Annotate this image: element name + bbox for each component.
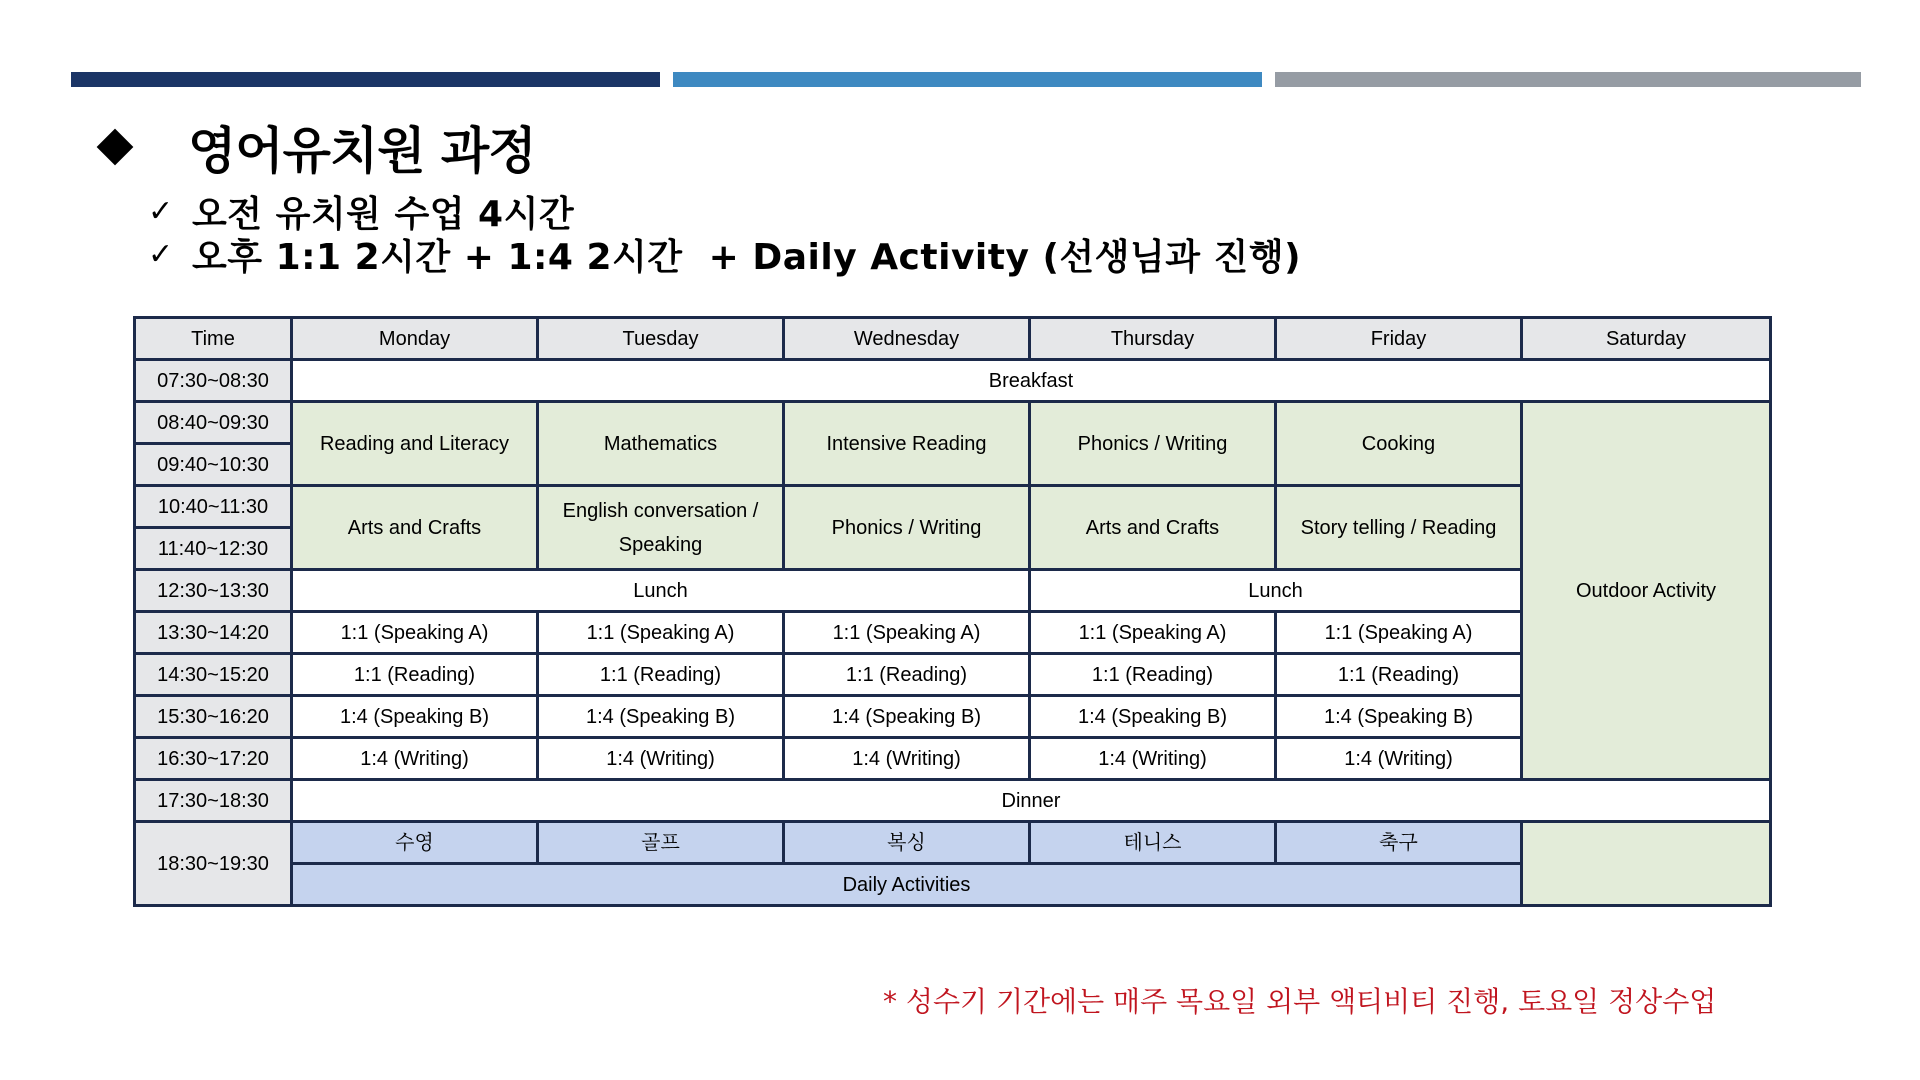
lesson-cell: 1:1 (Reading) [1276,654,1522,696]
subtitle-2: 오후 1:1 2시간 + 1:4 2시간 + Daily Activity (선생님과 진행) [192,236,1302,278]
header-cell-thursday: Thursday [1030,318,1276,360]
lesson-cell: 1:4 (Speaking B) [1030,696,1276,738]
time-cell: 16:30~17:20 [135,738,292,780]
lesson-cell: 1:1 (Speaking A) [784,612,1030,654]
time-cell: 15:30~16:20 [135,696,292,738]
subtitle-1: 오전 유치원 수업 4시간 [192,193,575,235]
sport-cell: 골프 [538,822,784,864]
subtitle-row-2 [148,231,1301,277]
class-cell: Story telling / Reading [1276,486,1522,570]
lunch-cell: Lunch [292,570,1030,612]
header-cell-friday: Friday [1276,318,1522,360]
lesson-cell: 1:4 (Speaking B) [1276,696,1522,738]
time-cell: 11:40~12:30 [135,528,292,570]
header-cell-wednesday: Wednesday [784,318,1030,360]
class-cell: Phonics / Writing [784,486,1030,570]
dinner-cell: Dinner [292,780,1771,822]
class-cell: Arts and Crafts [1030,486,1276,570]
time-cell: 18:30~19:30 [135,822,292,906]
footnote: * 성수기 기간에는 매주 목요일 외부 액티비티 진행, 토요일 정상수업 [883,985,1717,1018]
class-cell: Arts and Crafts [292,486,538,570]
lesson-cell: 1:1 (Speaking A) [1030,612,1276,654]
top-bar-dark-blue [71,72,660,87]
saturday-outdoor-activity-cell: Outdoor Activity [1522,402,1771,780]
sport-cell: 축구 [1276,822,1522,864]
check-icon: ✓ [148,236,174,272]
lesson-cell: 1:1 (Reading) [784,654,1030,696]
time-cell: 10:40~11:30 [135,486,292,528]
table-row [135,360,1771,402]
breakfast-cell: Breakfast [292,360,1771,402]
lesson-cell: 1:4 (Writing) [538,738,784,780]
table-row [135,822,1771,864]
lesson-cell: 1:1 (Reading) [1030,654,1276,696]
page-title: 영어유치원 과정 [188,122,536,180]
check-icon: ✓ [148,193,174,229]
daily-activities-cell: Daily Activities [292,864,1522,906]
lesson-cell: 1:1 (Speaking A) [292,612,538,654]
class-cell: Cooking [1276,402,1522,486]
time-cell: 12:30~13:30 [135,570,292,612]
header-cell-time: Time [135,318,292,360]
schedule-table [133,316,1772,907]
class-cell: English conversation / Speaking [538,486,784,570]
top-bar-light-blue [673,72,1262,87]
lesson-cell: 1:1 (Reading) [538,654,784,696]
class-cell: Intensive Reading [784,402,1030,486]
time-cell: 08:40~09:30 [135,402,292,444]
lesson-cell: 1:4 (Writing) [1276,738,1522,780]
time-cell: 09:40~10:30 [135,444,292,486]
top-bar-gray [1275,72,1861,87]
lesson-cell: 1:4 (Writing) [292,738,538,780]
subtitle-row-1 [148,188,574,234]
saturday-evening-cell [1522,822,1771,906]
time-cell: 14:30~15:20 [135,654,292,696]
lesson-cell: 1:1 (Reading) [292,654,538,696]
diamond-icon [97,129,134,166]
time-cell: 13:30~14:20 [135,612,292,654]
table-row [135,780,1771,822]
time-cell: 17:30~18:30 [135,780,292,822]
class-cell: Reading and Literacy [292,402,538,486]
table-row [135,402,1771,444]
header-cell-monday: Monday [292,318,538,360]
time-cell: 07:30~08:30 [135,360,292,402]
title-row [95,112,536,182]
lesson-cell: 1:4 (Speaking B) [292,696,538,738]
lesson-cell: 1:4 (Writing) [784,738,1030,780]
lesson-cell: 1:1 (Speaking A) [1276,612,1522,654]
header-cell-saturday: Saturday [1522,318,1771,360]
sport-cell: 복싱 [784,822,1030,864]
lesson-cell: 1:4 (Speaking B) [538,696,784,738]
sport-cell: 테니스 [1030,822,1276,864]
header-cell-tuesday: Tuesday [538,318,784,360]
header-row [135,318,1771,360]
lunch-cell: Lunch [1030,570,1522,612]
lesson-cell: 1:4 (Speaking B) [784,696,1030,738]
sport-cell: 수영 [292,822,538,864]
lesson-cell: 1:1 (Speaking A) [538,612,784,654]
class-cell: Mathematics [538,402,784,486]
lesson-cell: 1:4 (Writing) [1030,738,1276,780]
class-cell: Phonics / Writing [1030,402,1276,486]
